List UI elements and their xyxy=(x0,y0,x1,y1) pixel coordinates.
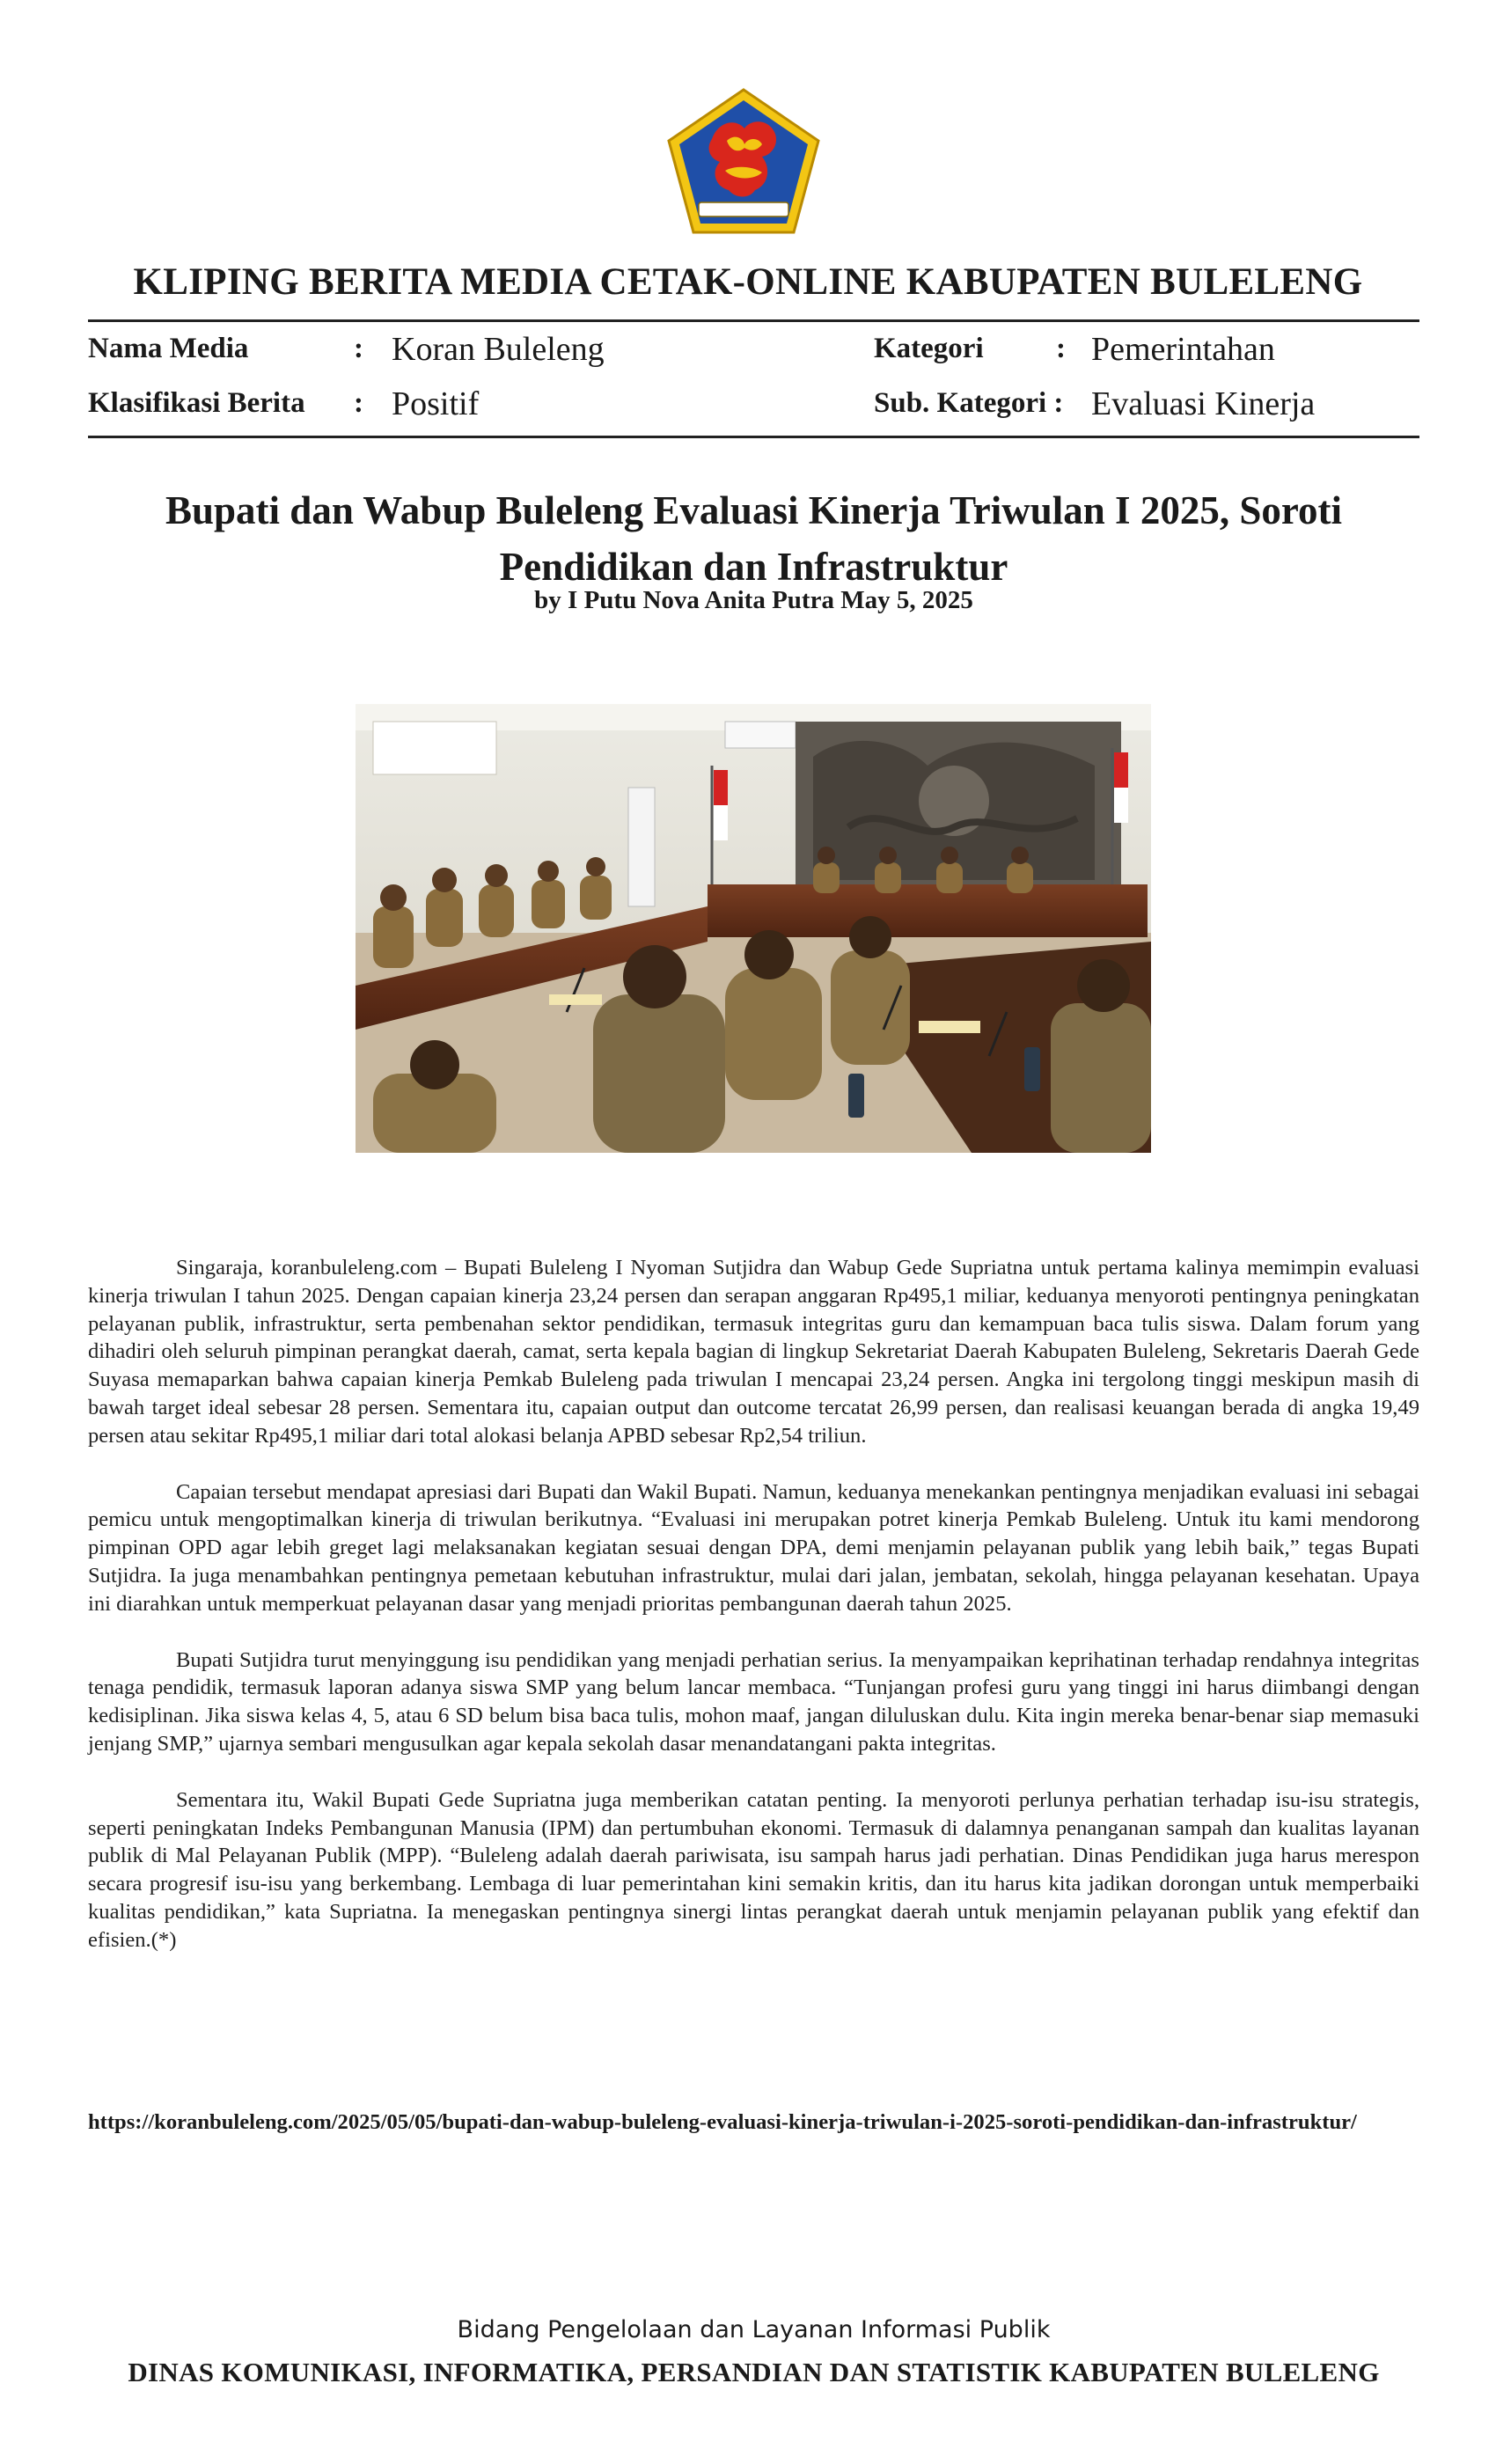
klasifikasi-value: Positif xyxy=(392,385,480,422)
article-paragraph: Singaraja, koranbuleleng.com – Bupati Buleleng I Nyoman Sutjidra dan Wabup Gede Supriatna untuk pertama kalinya memimpin evaluasi kinerja triwulan I tahun 2025. Dengan capaian kinerja 23,24 persen dan serapan anggaran Rp495,1 miliar, keduanya menyoroti pentingnya peningkatan pelayanan publik, infrastruktur, serta pembenahan sektor pendidikan, termasuk integritas guru dan kemampuan baca tulis siswa. Dalam forum yang dihadiri oleh seluruh pimpinan perangkat daerah, camat, serta kepala bagian di lingkup Sekretariat Daerah Kabupaten Buleleng, Sekretaris Daerah Gede Suyasa memaparkan bahwa capaian kinerja Pemkab Buleleng pada triwulan I mencapai 23,24 persen. Angka ini tergolong tinggi meskipun masih di bawah target ideal sebesar 28 persen. Sementara itu, capaian output dan outcome tercatat 26,99 persen, dan realisasi keuangan berada di angka 19,49 persen atau sekitar Rp495,1 miliar dari total alokasi belanja APBD sebesar Rp2,54 triliun. xyxy=(88,1256,1419,1448)
article-headline: Bupati dan Wabup Buleleng Evaluasi Kinerja Triwulan I 2025, Soroti Pendidikan dan Infrastruktur xyxy=(165,488,1342,589)
document-title: KLIPING BERITA MEDIA CETAK-ONLINE KABUPATEN BULELENG xyxy=(133,261,1363,303)
article-paragraph: Sementara itu, Wakil Bupati Gede Supriatna juga memberikan catatan penting. Ia menyoroti perlunya perhatian terhadap isu-isu strategis, seperti peningkatan Indeks Pembangunan Manusia (IPM) dan pertumbuhan ekonomi. Termasuk di dalamnya penanganan sampah dan kualitas layanan publik di Mal Pelayanan Publik (MPP). “Buleleng adalah daerah pariwisata, isu sampah harus jadi perhatian. Dinas Pendidikan juga harus merespon secara progresif isu-isu yang berkembang. Lembaga di luar pemerintahan kini semakin kritis, dan itu harus kita jadikan dorongan untuk memperbaiki kualitas pendidikan,” kata Supriatna. Ia menegaskan pentingnya sinergi lintas perangkat daerah untuk menjamin pelayanan publik yang efektif dan efisien.(*) xyxy=(88,1787,1419,1952)
kabupaten-buleleng-crest-icon xyxy=(664,86,824,236)
meta-row-media xyxy=(88,333,1419,371)
footer-department: Bidang Pengelolaan dan Layanan Informasi Publik xyxy=(457,2316,1051,2343)
nama-media-label: Nama Media xyxy=(88,333,249,364)
nama-media-colon: : xyxy=(354,333,363,364)
source-url-link[interactable]: https://koranbuleleng.com/2025/05/05/bupati-dan-wabup-buleleng-evaluasi-kinerja-triwulan-i-2025-soroti-pendidikan-dan-infrastruktur/ xyxy=(88,2110,1357,2134)
sub-kategori-value: Evaluasi Kinerja xyxy=(1091,385,1316,422)
article-byline: by I Putu Nova Anita Putra May 5, 2025 xyxy=(534,586,973,614)
article-photo xyxy=(356,704,1151,1153)
kategori-colon: : xyxy=(1056,333,1066,364)
article-paragraph: Bupati Sutjidra turut menyinggung isu pendidikan yang menjadi perhatian serius. Ia menyampaikan keprihatinan terhadap rendahnya integritas tenaga pendidik, termasuk laporan adanya siswa SMP yang belum lancar membaca. “Tunjangan profesi guru yang tinggi ini harus diimbangi dengan kedisiplinan. Jika siswa kelas 4, 5, atau 6 SD belum bisa baca tulis, mohon maaf, jangan diluluskan dulu. Kita ingin mereka benar-benar siap memasuki jenjang SMP,” ujarnya sembari mengusulkan agar kepala sekolah dasar menandatangani pakta integritas. xyxy=(88,1647,1419,1756)
klasifikasi-colon: : xyxy=(354,387,363,419)
nama-media-value: Koran Buleleng xyxy=(392,331,605,368)
footer-agency: DINAS KOMUNIKASI, INFORMATIKA, PERSANDIAN DAN STATISTIK KABUPATEN BULELENG xyxy=(128,2357,1380,2387)
kategori-value: Pemerintahan xyxy=(1091,331,1275,368)
meta-row-klasifikasi xyxy=(88,387,1419,426)
sub-kategori-label: Sub. Kategori : xyxy=(874,387,1064,419)
klasifikasi-label: Klasifikasi Berita xyxy=(88,387,305,419)
header-divider xyxy=(88,319,1419,322)
meta-divider xyxy=(88,436,1419,438)
article-paragraph: Capaian tersebut mendapat apresiasi dari Bupati dan Wakil Bupati. Namun, keduanya menekankan pentingnya menjadikan evaluasi ini sebagai pemicu untuk mengoptimalkan kinerja di triwulan berikutnya. “Evaluasi ini merupakan potret kinerja Pemkab Buleleng. Untuk itu kami mendorong pimpinan OPD agar lebih greget lagi melaksanakan kegiatan sesuai dengan DPA, demi menjamin pelayanan publik yang lebih baik,” tegas Bupati Sutjidra. Ia juga menambahkan pentingnya pemetaan kebutuhan infrastruktur, mulai dari jalan, jembatan, sekolah, hingga pelayanan kesehatan. Upaya ini diarahkan untuk memperkuat pelayanan dasar yang menjadi prioritas pembangunan daerah tahun 2025. xyxy=(88,1479,1419,1616)
kategori-label: Kategori xyxy=(874,333,984,364)
article-body xyxy=(88,1254,1419,1983)
